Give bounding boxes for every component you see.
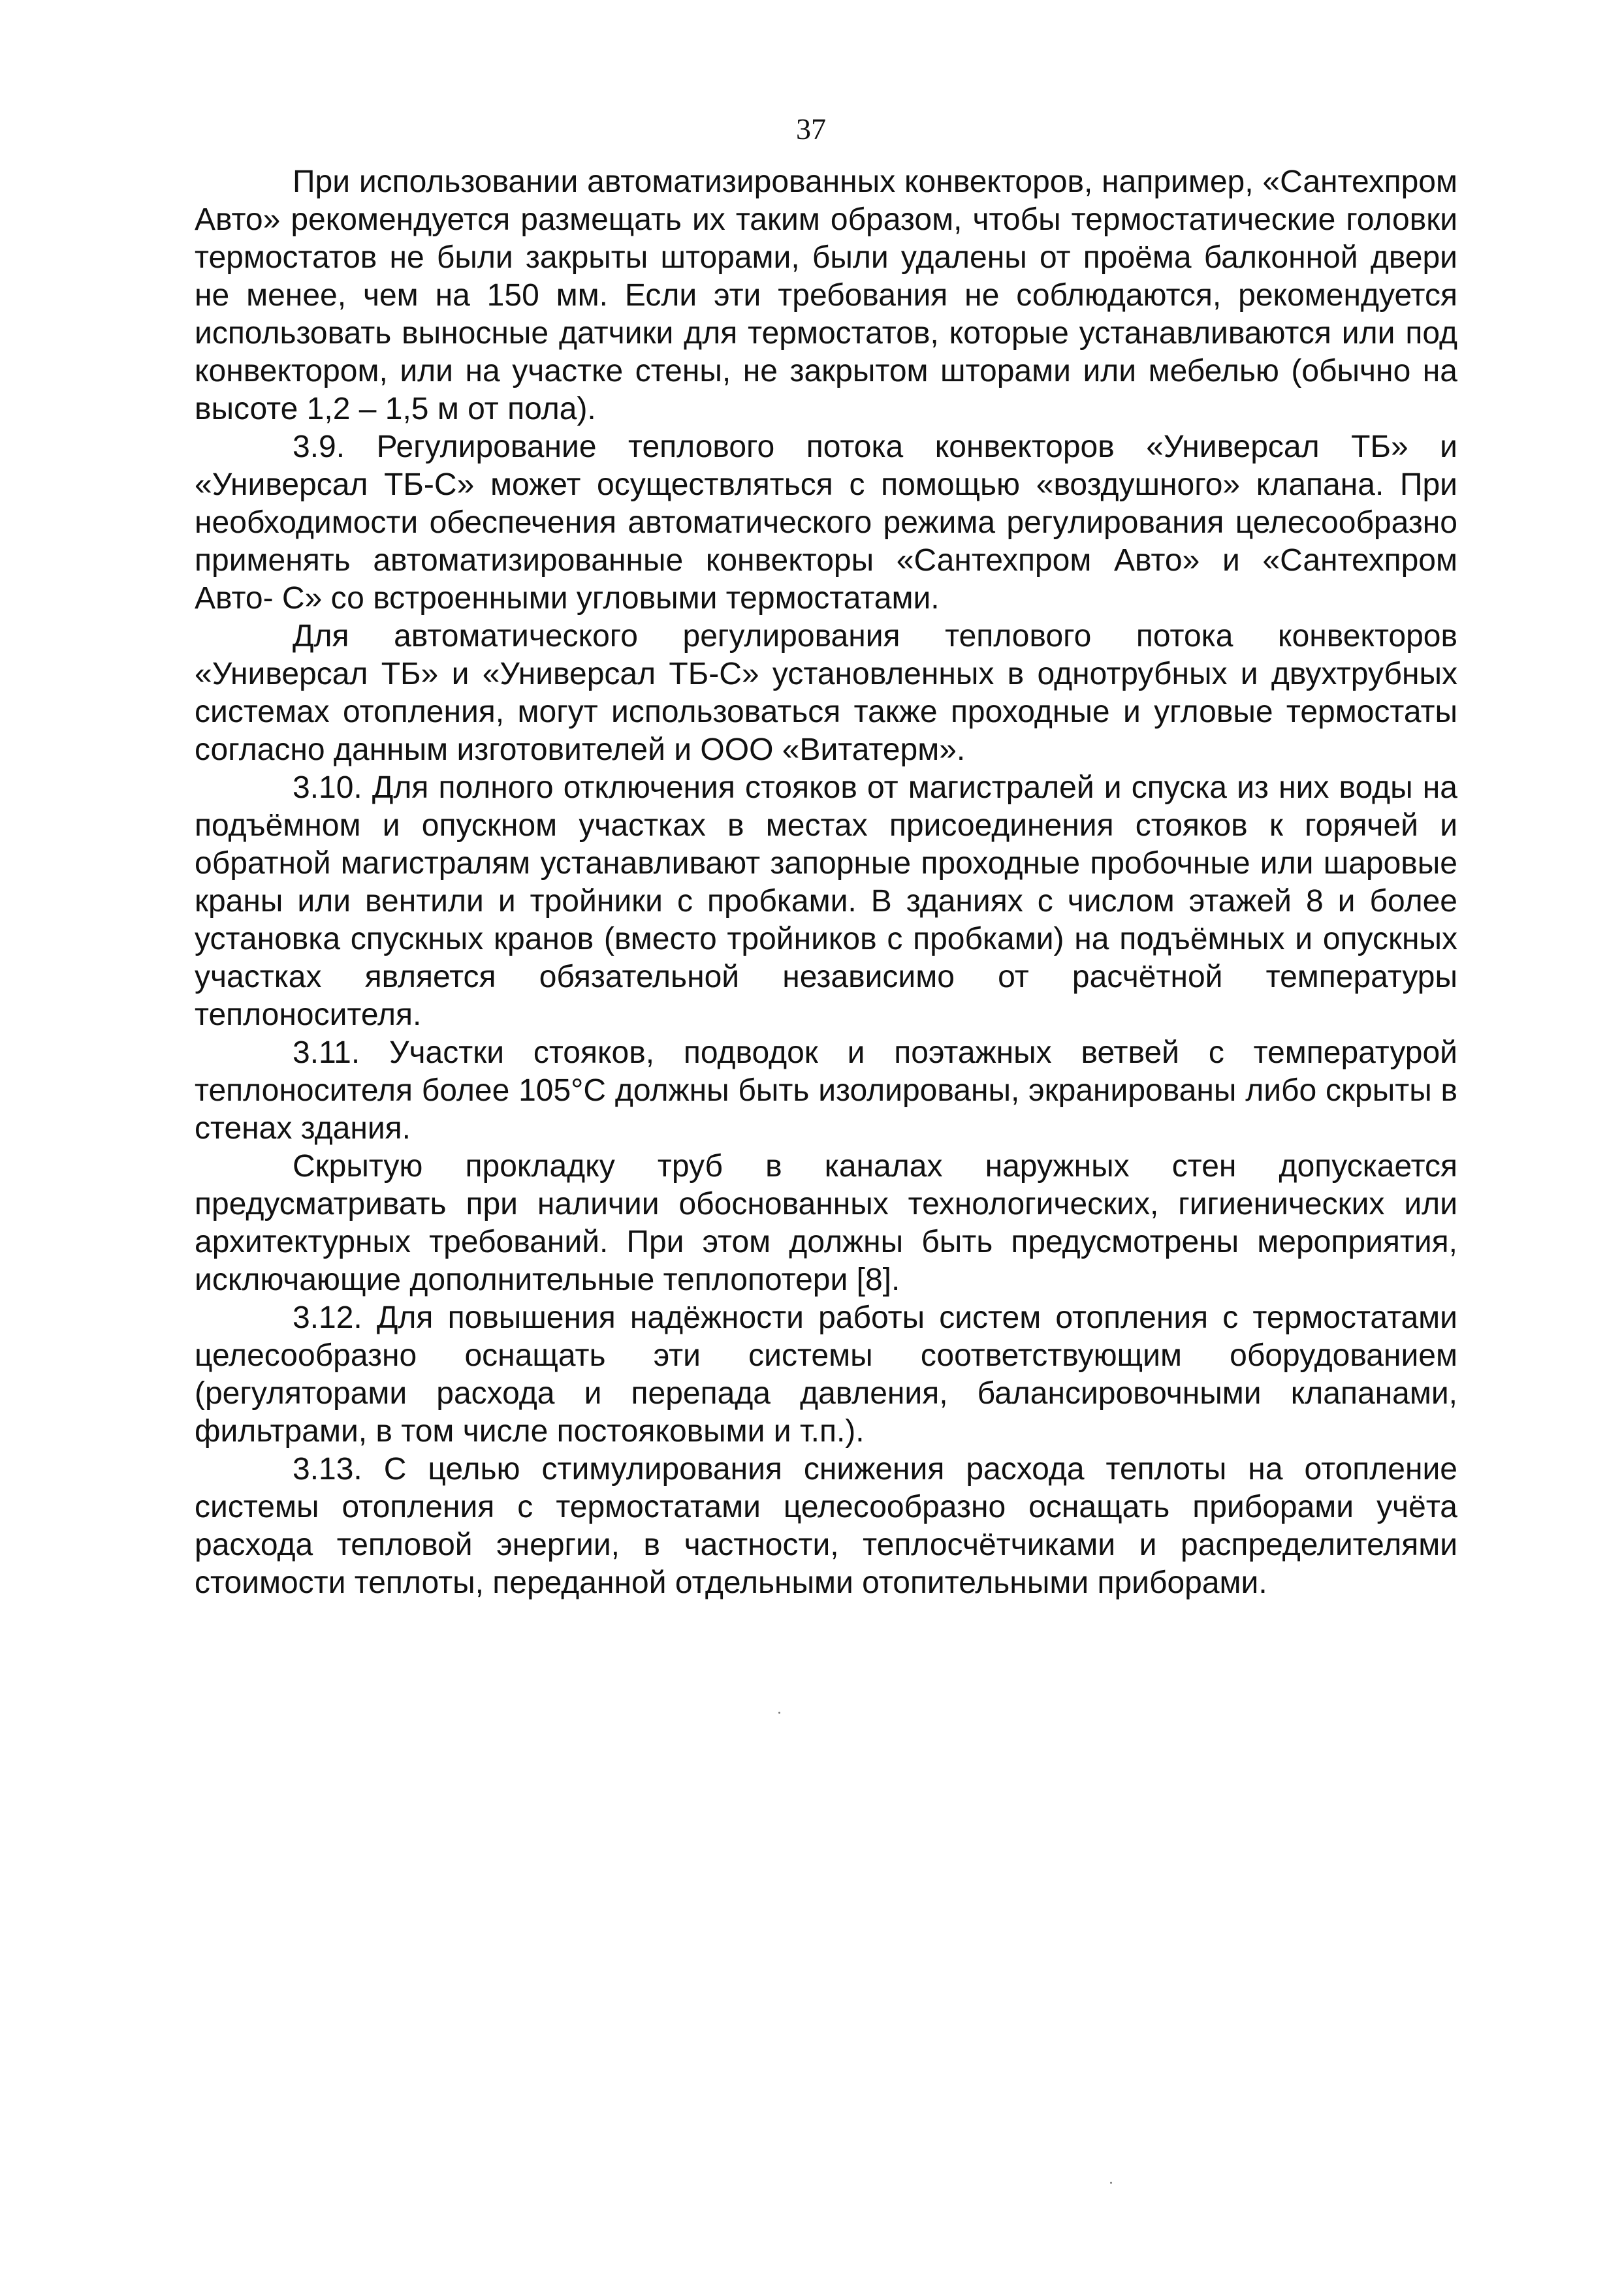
paragraph-3-12: 3.12. Для повышения надёжности работы систем отопления с термостатами целесообразно оснащать эти системы соответствующим оборудованием (регуляторами расхода и перепада давления, балансировочными клапанами, фильтрами, в том числе постояковыми и т.п.). bbox=[195, 1300, 1457, 1449]
scan-speck bbox=[778, 1712, 780, 1714]
paragraph-auto-regulation: Для автоматического регулирования теплового потока конвекторов «Универсал ТБ» и «Универсал ТБ-С» установленных в однотрубных и двухтрубных системах отопления, могут использоваться также проходные и угловые термостаты согласно данным изготовителей и ООО «Витатерм». bbox=[195, 619, 1457, 767]
page-number: 37 bbox=[796, 112, 826, 146]
document-body bbox=[195, 163, 1457, 1602]
paragraph-hidden-piping: Скрытую прокладку труб в каналах наружных стен допускается предусматривать при наличии обоснованных технологических, гигиенических или архитектурных требований. При этом должны быть предусмотрены мероприятия, исключающие дополнительные теплопотери [8]. bbox=[195, 1149, 1457, 1297]
paragraph-3-9: 3.9. Регулирование теплового потока конвекторов «Универсал ТБ» и «Универсал ТБ-С» может осуществляться с помощью «воздушного» клапана. При необходимости обеспечения автоматического режима регулирования целесообразно применять автоматизированные конвекторы «Сантехпром Авто» и «Сантехпром Авто- С» со встроенными угловыми термостатами. bbox=[195, 430, 1457, 616]
paragraph-3-10: 3.10. Для полного отключения стояков от магистралей и спуска из них воды на подъёмном и опускном участках в местах присоединения стояков к горячей и обратной магистралям устанавливают запорные проходные пробочные или шаровые краны или вентили и тройники с пробками. В зданиях с числом этажей 8 и более установка спускных кранов (вместо тройников с пробками) на подъёмных и опускных участках является обязательной независимо от расчётной температуры теплоносителя. bbox=[195, 770, 1457, 1032]
scan-speck bbox=[1110, 2182, 1112, 2184]
paragraph-3-11: 3.11. Участки стояков, подводок и поэтажных ветвей с температурой теплоносителя более 105°С должны быть изолированы, экранированы либо скрыты в стенах здания. bbox=[195, 1035, 1457, 1146]
paragraph-3-13: 3.13. С целью стимулирования снижения расхода теплоты на отопление системы отопления с термостатами целесообразно оснащать приборами учёта расхода тепловой энергии, в частности, теплосчётчиками и распределителями стоимости теплоты, переданной отдельными отопительными приборами. bbox=[195, 1452, 1457, 1600]
paragraph-convector-placement: При использовании автоматизированных конвекторов, например, «Сантехпром Авто» рекомендуется размещать их таким образом, чтобы термостатические головки термостатов не были закрыты шторами, были удалены от проёма балконной двери не менее, чем на 150 мм. Если эти требования не соблюдаются, рекомендуется использовать выносные датчики для термостатов, которые устанавливаются или под конвектором, или на участке стены, не закрытом шторами или мебелью (обычно на высоте 1,2 – 1,5 м от пола). bbox=[195, 165, 1457, 426]
